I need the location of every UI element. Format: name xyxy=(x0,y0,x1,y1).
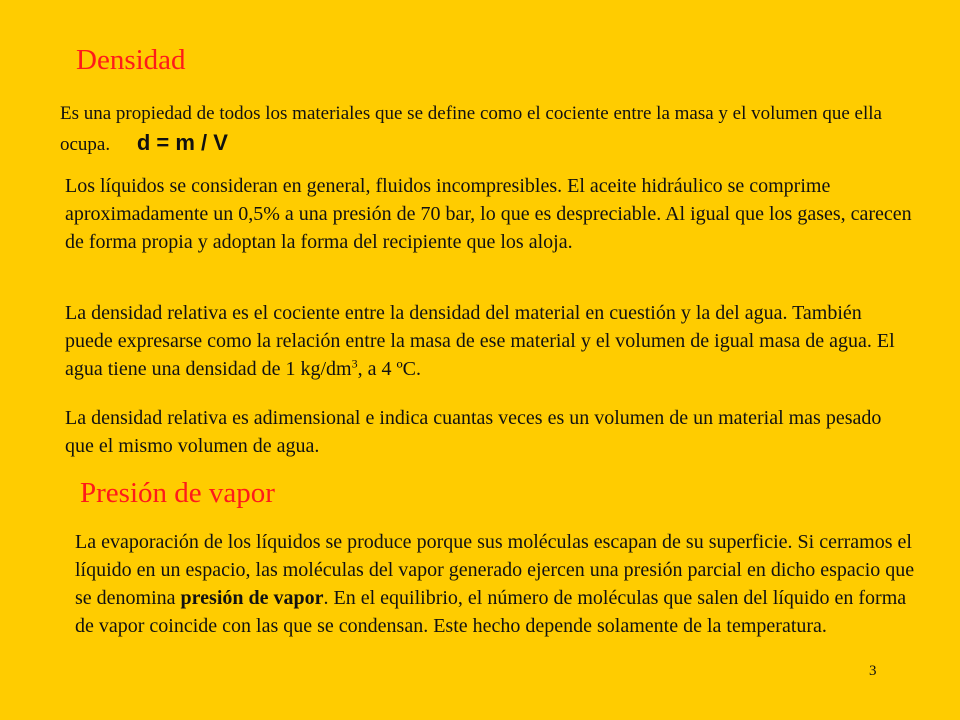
dimensionless-paragraph: La densidad relativa es adimensional e indica cuantas veces es un volumen de un material mas pesado que el mismo volumen de agua. xyxy=(65,407,882,457)
vapor-pressure-title: Presión de vapor xyxy=(80,477,275,509)
vapor-pressure-text-end: . En el equilibrio, el número de moléculas que salen del líquido en forma de vapor coincide con las que se condensan. Este hecho depende solamente de la temperatura. xyxy=(75,587,907,637)
relative-density-text-end: , a 4 ºC. xyxy=(357,358,422,380)
density-formula: d = m / V xyxy=(136,130,228,155)
vapor-pressure-text: La evaporación de los líquidos se produce porque sus moléculas escapan de su superficie. Si cerramos el líquido en un espacio, las moléculas del vapor generado ejercen una presión parcial en dicho espacio que se denomina xyxy=(75,531,915,609)
density-definition-text: Es una propiedad de todos los materiales que se define como el cociente entre la masa y el volumen que ella ocupa. xyxy=(60,103,882,155)
density-title: Densidad xyxy=(76,44,186,76)
vapor-pressure-paragraph xyxy=(75,528,925,640)
vapor-pressure-term: presión de vapor xyxy=(180,587,324,609)
cubic-superscript: 3 xyxy=(351,356,358,371)
liquids-paragraph: Los líquidos se consideran en general, fluidos incompresibles. El aceite hidráulico se comprime aproximadamente un 0,5% a una presión de 70 bar, lo que es despreciable. Al igual que los gases, carecen de forma propia y adoptan la forma del recipiente que los aloja. xyxy=(65,175,912,253)
density-definition xyxy=(60,99,920,159)
relative-density-text: La densidad relativa es el cociente entre la densidad del material en cuestión y la del agua. También puede expresarse como la relación entre la masa de ese material y el volumen de igual masa de agua. El agua tiene una densidad de 1 kg/dm xyxy=(65,302,895,380)
page-number: 3 xyxy=(869,663,877,679)
relative-density-paragraph xyxy=(65,299,895,383)
